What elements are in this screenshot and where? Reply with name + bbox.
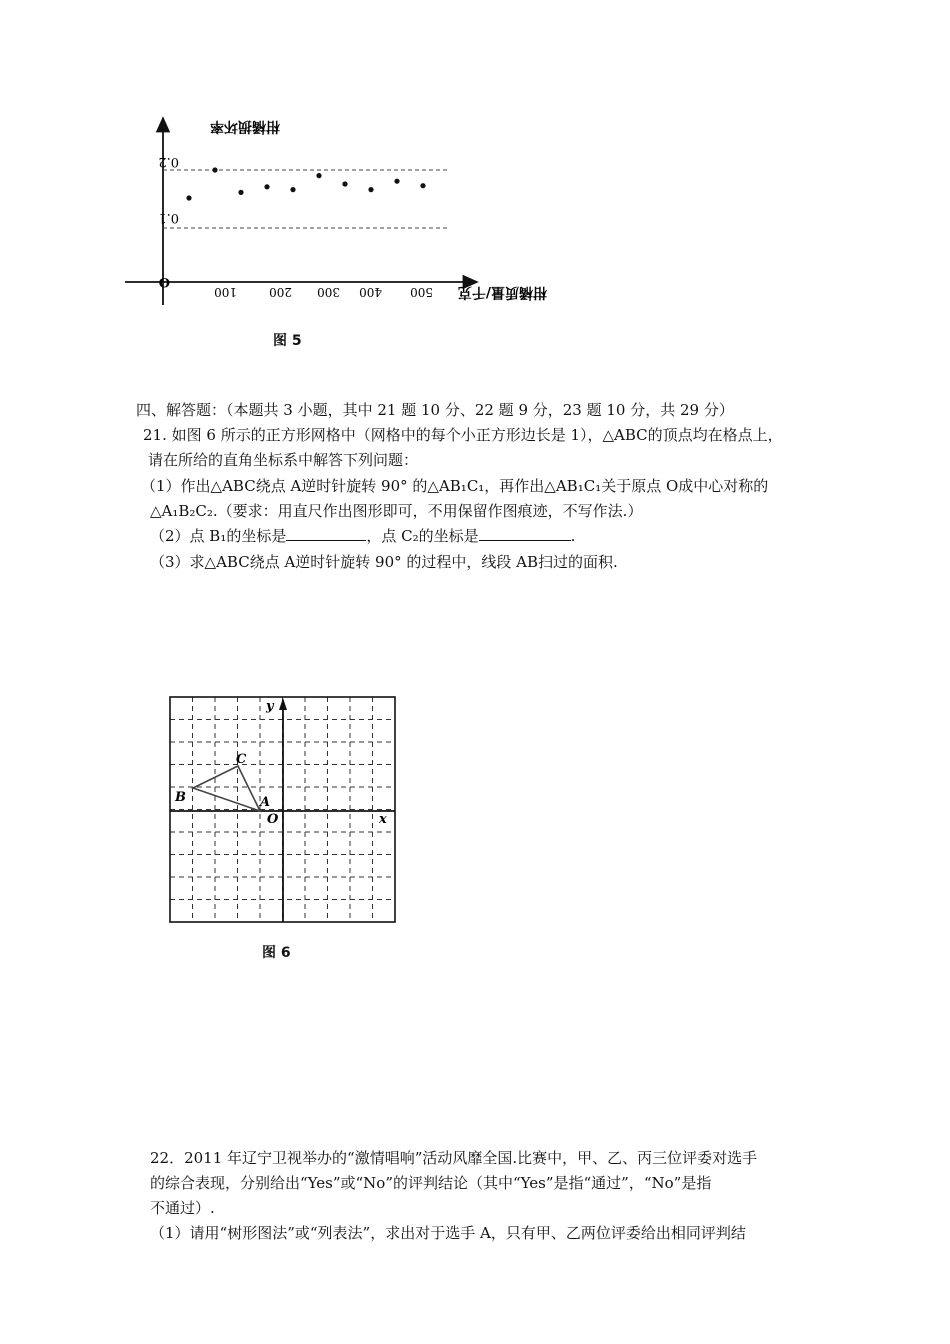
q21-line6: （3）求△ABC绕点 A逆时针旋转 90° 的过程中，线段 AB扫过的面积. — [150, 553, 618, 571]
ytick-0.2: 0.2 — [158, 154, 179, 169]
figure6-caption: 图 6 — [262, 945, 291, 961]
xtick-200: 200 — [269, 285, 292, 299]
triangle-abc — [193, 766, 260, 811]
ylabel: 柑橘损坏率 — [210, 118, 280, 134]
q22-line2: 的综合表现，分别给出“Yes”或“No”的评判结论（其中“Yes”是指“通过”，“No”是指 — [150, 1174, 712, 1192]
label-o: O — [267, 812, 279, 827]
figure6-grid — [165, 692, 400, 930]
scatter-point-1 — [186, 195, 191, 200]
q21-line4: △A₁B₂C₂.（要求：用直尺作出图形即可，不用保留作图痕迹，不写作法.） — [150, 502, 643, 520]
q21-line5-a: （2）点 B₁的坐标是 — [150, 527, 287, 545]
q22-line1: 22．2011 年辽宁卫视举办的“激情唱响”活动风靡全国.比赛中，甲、乙、丙三位评委对选手 — [150, 1149, 758, 1167]
q21-line5-b: ，点 C₂的坐标是 — [366, 527, 479, 545]
figure5-chart — [115, 110, 565, 315]
origin-label: O — [158, 274, 170, 289]
scatter-point-3 — [238, 190, 243, 195]
scatter-point-4 — [264, 184, 269, 189]
label-y: y — [266, 699, 274, 714]
scatter-point-7 — [342, 181, 347, 186]
scatter-point-2 — [212, 167, 217, 172]
scatter-point-9 — [394, 179, 399, 184]
scatter-point-8 — [368, 187, 373, 192]
q21-line2: 请在所给的直角坐标系中解答下列问题： — [148, 451, 419, 469]
scatter-point-6 — [316, 173, 321, 178]
q22-line4: （1）请用“树形图法”或“列表法”，求出对于选手 A，只有甲、乙两位评委给出相同评判结 — [150, 1224, 746, 1242]
q21-line5-c: . — [570, 527, 576, 545]
ytick-0.1: 0.1 — [158, 210, 179, 225]
answer-blank-c2[interactable] — [479, 526, 571, 541]
scatter-point-5 — [290, 187, 295, 192]
q22-line3: 不通过）. — [150, 1199, 215, 1217]
label-c: C — [236, 752, 247, 767]
section4-heading: 四、解答题：（本题共 3 小题，其中 21 题 10 分、22 题 9 分，23 题 10 分，共 29 分） — [136, 401, 734, 419]
label-a: A — [260, 795, 271, 810]
q21-line3: （1）作出△ABC绕点 A逆时针旋转 90° 的△AB₁C₁，再作出△AB₁C₁关于原点 O成中心对称的 — [141, 477, 769, 495]
label-b: B — [175, 790, 186, 805]
scatter-point-10 — [420, 183, 425, 188]
xtick-500: 500 — [410, 285, 433, 299]
xtick-300: 300 — [317, 285, 340, 299]
q21-line1: 21. 如图 6 所示的正方形网格中（网格中的每个小正方形边长是 1），△ABC的顶点均在格点上， — [143, 426, 783, 444]
grid-y-arrow — [279, 698, 287, 710]
xlabel: 柑橘质量/千克 — [457, 284, 547, 300]
q21-line5 — [150, 526, 575, 546]
figure5-caption: 图 5 — [273, 333, 302, 349]
xtick-400: 400 — [359, 285, 382, 299]
label-x: x — [379, 812, 387, 827]
xtick-100: 100 — [214, 285, 237, 299]
answer-blank-b1[interactable] — [286, 526, 366, 541]
